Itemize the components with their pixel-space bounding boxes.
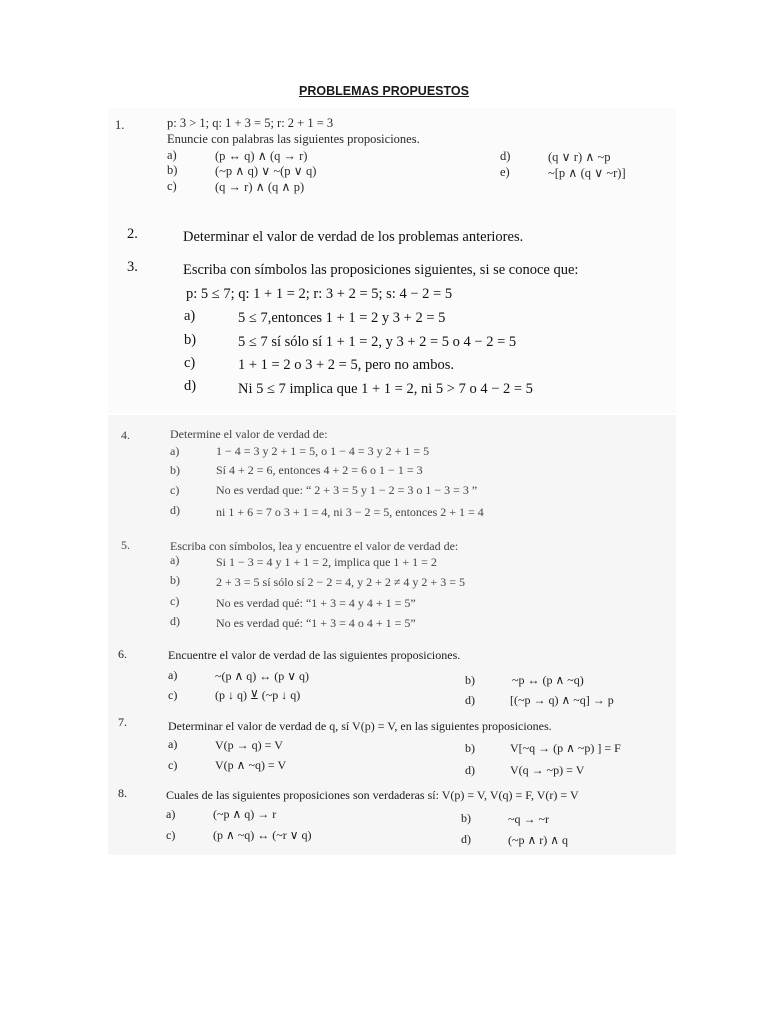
item-text: (p ↓ q) ⊻ (~p ↓ q) (215, 688, 301, 702)
item-label: a) (167, 148, 177, 162)
problem-number: 4. (121, 428, 130, 442)
problem-given: p: 3 > 1; q: 1 + 3 = 5; r: 2 + 1 = 3 (167, 116, 334, 130)
item-label: a) (170, 444, 180, 458)
item-text: 5 ≤ 7,entonces 1 + 1 = 2 y 3 + 2 = 5 (238, 310, 446, 326)
problem-statement: Escriba con símbolos las proposiciones siguientes, si se conoce que: (183, 262, 579, 278)
problem-statement: Determine el valor de verdad de: (170, 427, 328, 441)
item-text: No es verdad qué: “1 + 3 = 4 y 4 + 1 = 5” (216, 596, 416, 610)
item-label: d) (170, 503, 180, 517)
item-label: c) (167, 179, 177, 193)
item-text: 5 ≤ 7 sí sólo sí 1 + 1 = 2, y 3 + 2 = 5 o 4 − 2 = 5 (238, 334, 517, 350)
problem-number: 1. (115, 118, 125, 132)
item-label: c) (166, 828, 176, 842)
problem-number: 8. (118, 786, 127, 800)
item-label: c) (184, 355, 196, 371)
item-label: a) (166, 807, 176, 821)
item-text: 1 + 1 = 2 o 3 + 2 = 5, pero no ambos. (238, 357, 454, 373)
page-title: PROBLEMAS PROPUESTOS (299, 84, 469, 98)
item-label: a) (170, 553, 180, 567)
item-text: (~p ∧ q) → r (213, 807, 277, 821)
item-label: b) (465, 741, 475, 755)
item-label: a) (184, 308, 196, 324)
item-text: (p ∧ ~q) ↔ (~r ∨ q) (213, 828, 312, 842)
item-label: d) (170, 614, 180, 628)
item-label: e) (500, 165, 510, 179)
item-text: ni 1 + 6 = 7 o 3 + 1 = 4, ni 3 − 2 = 5, entonces 2 + 1 = 4 (216, 505, 484, 519)
item-text: 1 − 4 = 3 y 2 + 1 = 5, o 1 − 4 = 3 y 2 + 1 = 5 (216, 444, 430, 458)
item-text: Si 1 − 3 = 4 y 1 + 1 = 2, implica que 1 + 1 = 2 (216, 555, 437, 569)
item-text: V[~q → (p ∧ ~p) ] = F (510, 741, 621, 755)
problem-statement: Escriba con símbolos, lea y encuentre el valor de verdad de: (170, 539, 459, 553)
problem-number: 7. (118, 715, 127, 729)
problem-number: 3. (127, 259, 138, 275)
item-label: d) (184, 378, 197, 394)
problem-number: 5. (121, 538, 130, 552)
item-label: b) (170, 463, 180, 477)
problem-statement: Determinar el valor de verdad de los problemas anteriores. (183, 229, 524, 245)
item-label: d) (500, 149, 511, 163)
item-label: d) (461, 832, 471, 846)
item-text: (q → r) ∧ (q ∧ p) (215, 180, 305, 194)
item-text: (~p ∧ q) ∨ ~(p ∨ q) (215, 164, 317, 178)
item-text: (p ↔ q) ∧ (q → r) (215, 149, 308, 163)
item-label: c) (168, 758, 178, 772)
item-label: d) (465, 693, 475, 707)
item-label: a) (168, 668, 178, 682)
item-text: Sí 4 + 2 = 6, entonces 4 + 2 = 6 o 1 − 1 = 3 (216, 463, 423, 477)
item-label: c) (168, 688, 178, 702)
item-text: ~q → ~r (508, 812, 549, 826)
item-text: V(p → q) = V (215, 738, 283, 752)
problem-statement: Cuales de las siguientes proposiciones son verdaderas sí: V(p) = V, V(q) = F, V(r) = V (166, 788, 579, 802)
item-text: V(q → ~p) = V (510, 763, 585, 777)
item-label: c) (170, 594, 180, 608)
problem-given: p: 5 ≤ 7; q: 1 + 1 = 2; r: 3 + 2 = 5; s: 4 − 2 = 5 (186, 286, 453, 302)
item-label: a) (168, 737, 178, 751)
item-text: V(p ∧ ~q) = V (215, 758, 287, 772)
problem-statement: Determinar el valor de verdad de q, sí V(p) = V, en las siguientes proposiciones. (168, 719, 552, 733)
problem-number: 2. (127, 226, 138, 242)
item-label: b) (170, 573, 180, 587)
item-text: ~p ↔ (p ∧ ~q) (512, 673, 584, 687)
item-text: (~p ∧ r) ∧ q (508, 833, 569, 847)
problem-statement: Encuentre el valor de verdad de las siguientes proposiciones. (168, 648, 461, 662)
item-text: [(~p → q) ∧ ~q] → p (510, 693, 614, 707)
item-text: ~[p ∧ (q ∨ ~r)] (548, 166, 626, 180)
problem-number: 6. (118, 647, 127, 661)
item-label: d) (465, 763, 475, 777)
item-text: Ni 5 ≤ 7 implica que 1 + 1 = 2, ni 5 > 7 o 4 − 2 = 5 (238, 381, 533, 397)
item-text: 2 + 3 = 5 sí sólo sí 2 − 2 = 4, y 2 + 2 ≠ 4 y 2 + 3 = 5 (216, 575, 465, 589)
item-label: c) (170, 483, 180, 497)
item-label: b) (461, 811, 471, 825)
item-text: No es verdad que: “ 2 + 3 = 5 y 1 − 2 = 3 o 1 − 3 = 3 ” (216, 483, 478, 497)
item-label: b) (465, 673, 475, 687)
problem-statement: Enuncie con palabras las siguientes proposiciones. (167, 132, 420, 146)
item-text: ~(p ∧ q) ↔ (p ∨ q) (215, 669, 310, 683)
item-text: (q ∨ r) ∧ ~p (548, 150, 611, 164)
item-label: b) (184, 332, 197, 348)
item-label: b) (167, 163, 178, 177)
item-text: No es verdad qué: “1 + 3 = 4 o 4 + 1 = 5” (216, 616, 416, 630)
